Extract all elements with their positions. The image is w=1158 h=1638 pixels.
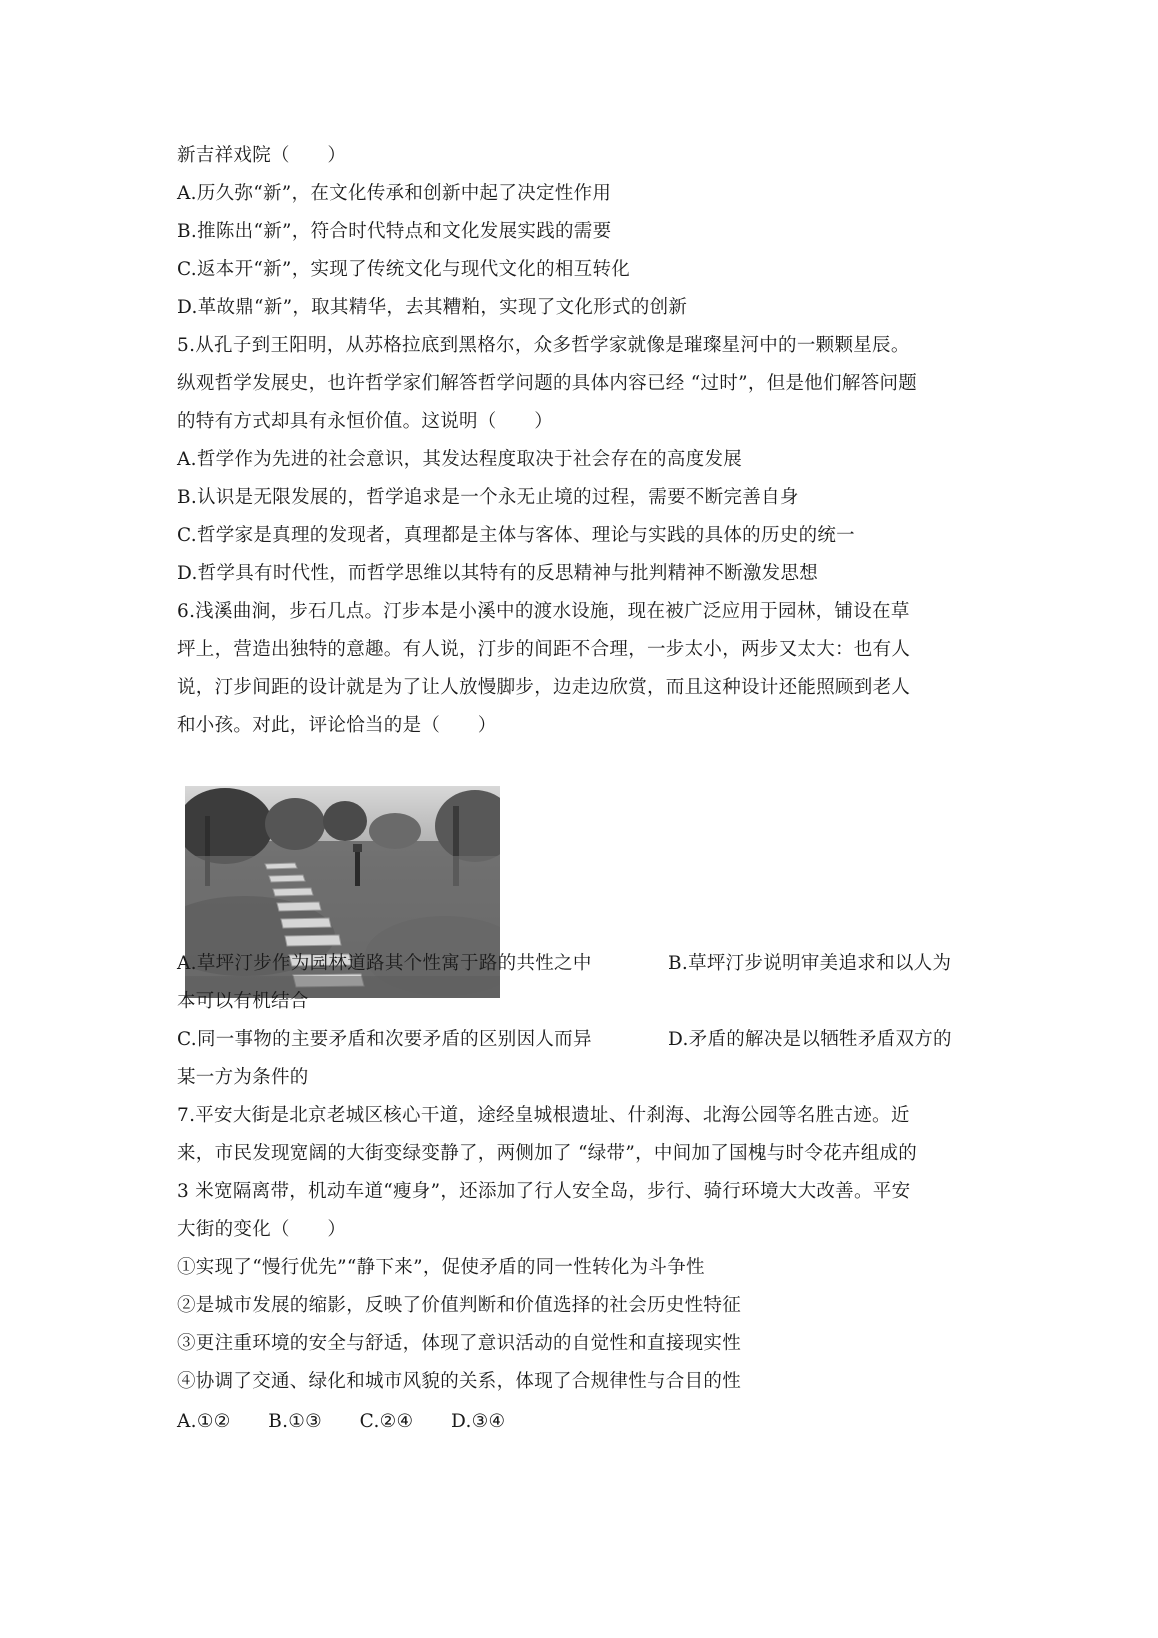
q7-statement-4: ④协调了交通、绿化和城市风貌的关系，体现了合规律性与合目的性 — [177, 1371, 742, 1392]
q4-option-a: A.历久弥“新”，在文化传承和创新中起了决定性作用 — [177, 183, 612, 204]
q6-option-d-line-1: D.矛盾的解决是以牺牲矛盾双方的 — [668, 1029, 952, 1050]
q5-option-a: A.哲学作为先进的社会意识，其发达程度取决于社会存在的高度发展 — [177, 449, 743, 470]
q7-stem-line-1: 7.平安大街是北京老城区核心干道，途经皇城根遗址、什刹海、北海公园等名胜古迹。近 — [177, 1105, 910, 1126]
q7-choices: A.①② B.①③ C.②④ D.③④ — [177, 1411, 506, 1432]
q7-stem-line-2: 来，市民发现宽阔的大街变绿变静了，两侧加了 “绿带”，中间加了国槐与时令花卉组成的 — [177, 1143, 918, 1164]
q5-option-d: D.哲学具有时代性，而哲学思维以其特有的反思精神与批判精神不断激发思想 — [177, 563, 819, 584]
q5-option-c: C.哲学家是真理的发现者，真理都是主体与客体、理论与实践的具体的历史的统一 — [177, 525, 855, 546]
q7-stem-line-4: 大街的变化（ ） — [177, 1219, 347, 1240]
q4-option-b: B.推陈出“新”，符合时代特点和文化发展实践的需要 — [177, 221, 612, 242]
q6-option-b-line-2: 本可以有机结合 — [177, 991, 309, 1012]
q6-stem-line-1: 6.浅溪曲涧，步石几点。汀步本是小溪中的渡水设施，现在被广泛应用于园林，铺设在草 — [177, 601, 910, 622]
q6-option-c: C.同一事物的主要矛盾和次要矛盾的区别因人而异 — [177, 1029, 592, 1050]
q6-stem-line-3: 说，汀步间距的设计就是为了让人放慢脚步，边走边欣赏，而且这种设计还能照顾到老人 — [177, 677, 911, 698]
q6-option-a: A.草坪汀步作为园林道路其个性寓于路的共性之中 — [177, 953, 592, 974]
q6-option-b-line-1: B.草坪汀步说明审美追求和以人为 — [668, 953, 952, 974]
q4-option-c: C.返本开“新”，实现了传统文化与现代文化的相互转化 — [177, 259, 631, 280]
q7-stem-line-3: 3 米宽隔离带，机动车道“瘦身”，还添加了行人安全岛，步行、骑行环境大大改善。平安 — [177, 1181, 911, 1202]
q6-stem-line-4: 和小孩。对此，评论恰当的是（ ） — [177, 715, 497, 736]
q5-option-b: B.认识是无限发展的，哲学追求是一个永无止境的过程，需要不断完善自身 — [177, 487, 799, 508]
q6-option-d-line-2: 某一方为条件的 — [177, 1067, 309, 1088]
q5-stem-line-3: 的特有方式却具有永恒价值。这说明（ ） — [177, 411, 554, 432]
q5-stem-line-1: 5.从孔子到王阳明，从苏格拉底到黑格尔，众多哲学家就像是璀璨星河中的一颗颗星辰。 — [177, 335, 910, 356]
q7-statement-1: ①实现了“慢行优先”“静下来”，促使矛盾的同一性转化为斗争性 — [177, 1257, 705, 1278]
q4-stem-tail: 新吉祥戏院（ ） — [177, 145, 347, 166]
q7-statement-3: ③更注重环境的安全与舒适，体现了意识活动的自觉性和直接现实性 — [177, 1333, 742, 1354]
q6-stem-line-2: 坪上，营造出独特的意趣。有人说，汀步的间距不合理，一步太小，两步又太大：也有人 — [177, 639, 911, 660]
q5-stem-line-2: 纵观哲学发展史，也许哲学家们解答哲学问题的具体内容已经 “过时”，但是他们解答问题 — [177, 373, 918, 394]
q7-statement-2: ②是城市发展的缩影，反映了价值判断和价值选择的社会历史性特征 — [177, 1295, 742, 1316]
q4-option-d: D.革故鼎“新”，取其精华，去其糟粕，实现了文化形式的创新 — [177, 297, 688, 318]
